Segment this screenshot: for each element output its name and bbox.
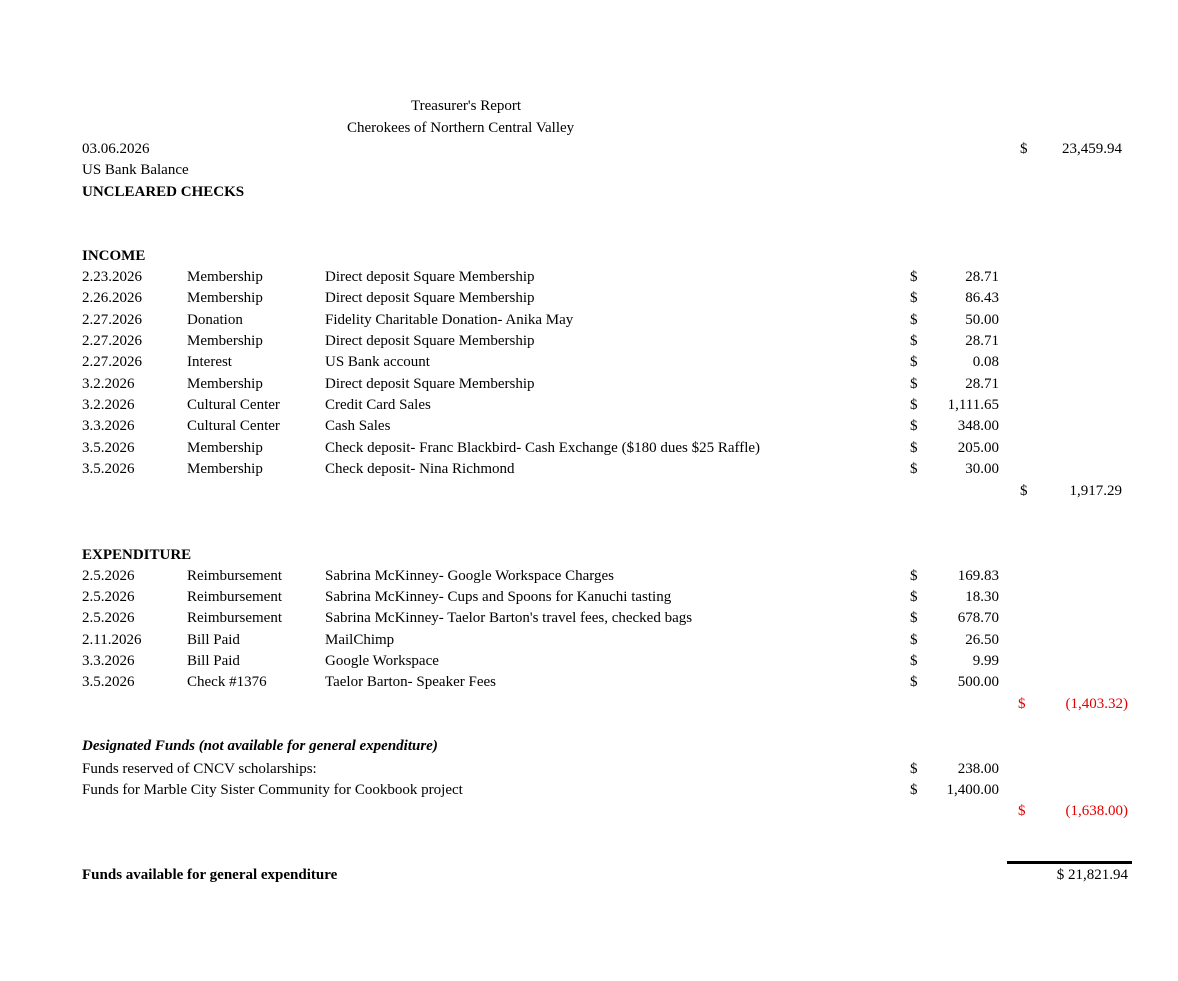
row-currency: $ xyxy=(910,354,918,370)
row-category: Bill Paid xyxy=(187,632,240,648)
report-date: 03.06.2026 xyxy=(82,141,150,157)
row-description: Check deposit- Nina Richmond xyxy=(325,461,515,477)
expenditure-total-currency: $ xyxy=(1018,696,1026,712)
row-currency: $ xyxy=(910,782,918,798)
income-heading: INCOME xyxy=(82,248,146,264)
row-description: Sabrina McKinney- Cups and Spoons for Kanuchi tasting xyxy=(325,589,672,605)
row-description: Direct deposit Square Membership xyxy=(325,376,535,392)
designated-total-currency: $ xyxy=(1018,803,1026,819)
row-currency: $ xyxy=(910,674,918,690)
row-date: 3.2.2026 xyxy=(82,397,135,413)
income-total: 1,917.29 xyxy=(1069,483,1122,499)
row-date: 2.5.2026 xyxy=(82,589,135,605)
row-amount: 9.99 xyxy=(972,653,999,669)
row-category: Donation xyxy=(187,312,243,328)
row-date: 2.27.2026 xyxy=(82,333,142,349)
row-amount: 0.08 xyxy=(972,354,999,370)
row-description: Funds reserved of CNCV scholarships: xyxy=(82,761,317,777)
row-amount: 28.71 xyxy=(965,333,999,349)
row-date: 3.3.2026 xyxy=(82,653,135,669)
row-currency: $ xyxy=(910,610,918,626)
row-currency: $ xyxy=(910,418,918,434)
row-description: Google Workspace xyxy=(325,653,439,669)
row-amount: 1,400.00 xyxy=(946,782,999,798)
row-currency: $ xyxy=(910,312,918,328)
row-currency: $ xyxy=(910,761,918,777)
row-category: Membership xyxy=(187,269,263,285)
row-date: 3.5.2026 xyxy=(82,674,135,690)
row-date: 2.27.2026 xyxy=(82,312,142,328)
row-category: Membership xyxy=(187,290,263,306)
row-date: 2.27.2026 xyxy=(82,354,142,370)
row-currency: $ xyxy=(910,632,918,648)
expenditure-total: (1,403.32) xyxy=(1065,696,1128,712)
row-description: Cash Sales xyxy=(325,418,391,434)
row-amount: 30.00 xyxy=(965,461,999,477)
row-currency: $ xyxy=(910,290,918,306)
bank-balance-label: US Bank Balance xyxy=(82,162,189,178)
row-amount: 26.50 xyxy=(965,632,999,648)
row-amount: 28.71 xyxy=(965,269,999,285)
row-date: 3.2.2026 xyxy=(82,376,135,392)
row-amount: 169.83 xyxy=(957,568,999,584)
designated-total: (1,638.00) xyxy=(1065,803,1128,819)
row-amount: 86.43 xyxy=(965,290,999,306)
income-total-currency: $ xyxy=(1020,483,1028,499)
row-date: 2.5.2026 xyxy=(82,610,135,626)
row-description: Direct deposit Square Membership xyxy=(325,290,535,306)
row-description: Sabrina McKinney- Taelor Barton's travel fees, checked bags xyxy=(325,610,693,626)
row-description: Credit Card Sales xyxy=(325,397,431,413)
row-currency: $ xyxy=(910,333,918,349)
row-date: 2.11.2026 xyxy=(82,632,142,648)
row-amount: 18.30 xyxy=(965,589,999,605)
row-currency: $ xyxy=(910,568,918,584)
uncleared-checks-heading: UNCLEARED CHECKS xyxy=(82,184,245,200)
organization-name: Cherokees of Northern Central Valley xyxy=(347,120,575,136)
row-description: MailChimp xyxy=(325,632,395,648)
row-date: 2.5.2026 xyxy=(82,568,135,584)
row-currency: $ xyxy=(910,653,918,669)
row-currency: $ xyxy=(910,269,918,285)
row-description: Sabrina McKinney- Google Workspace Charges xyxy=(325,568,614,584)
row-amount: 678.70 xyxy=(957,610,999,626)
row-amount: 500.00 xyxy=(957,674,999,690)
total-rule xyxy=(1007,861,1132,864)
row-date: 2.23.2026 xyxy=(82,269,142,285)
row-currency: $ xyxy=(910,397,918,413)
row-currency: $ xyxy=(910,376,918,392)
row-amount: 205.00 xyxy=(957,440,999,456)
row-category: Reimbursement xyxy=(187,610,282,626)
bank-balance-currency: $ xyxy=(1020,141,1028,157)
row-date: 3.5.2026 xyxy=(82,440,135,456)
row-category: Reimbursement xyxy=(187,589,282,605)
row-description: Direct deposit Square Membership xyxy=(325,269,535,285)
row-description: US Bank account xyxy=(325,354,430,370)
row-amount: 50.00 xyxy=(965,312,999,328)
row-currency: $ xyxy=(910,589,918,605)
row-category: Membership xyxy=(187,461,263,477)
row-category: Membership xyxy=(187,333,263,349)
bank-balance-amount: 23,459.94 xyxy=(1062,141,1122,157)
row-amount: 238.00 xyxy=(957,761,999,777)
row-amount: 348.00 xyxy=(957,418,999,434)
designated-funds-heading: Designated Funds (not available for general expenditure) xyxy=(82,738,438,754)
row-category: Interest xyxy=(187,354,232,370)
row-description: Check deposit- Franc Blackbird- Cash Exchange ($180 dues $25 Raffle) xyxy=(325,440,761,456)
row-amount: 28.71 xyxy=(965,376,999,392)
row-currency: $ xyxy=(910,461,918,477)
row-category: Cultural Center xyxy=(187,397,280,413)
row-category: Reimbursement xyxy=(187,568,282,584)
funds-available-label: Funds available for general expenditure xyxy=(82,867,338,883)
row-description: Taelor Barton- Speaker Fees xyxy=(325,674,496,690)
row-category: Membership xyxy=(187,440,263,456)
funds-available-amount: $ 21,821.94 xyxy=(1056,867,1128,883)
row-date: 2.26.2026 xyxy=(82,290,142,306)
row-description: Direct deposit Square Membership xyxy=(325,333,535,349)
row-category: Cultural Center xyxy=(187,418,280,434)
row-date: 3.3.2026 xyxy=(82,418,135,434)
row-date: 3.5.2026 xyxy=(82,461,135,477)
row-description: Fidelity Charitable Donation- Anika May xyxy=(325,312,574,328)
report-title: Treasurer's Report xyxy=(411,98,522,114)
row-category: Bill Paid xyxy=(187,653,240,669)
row-currency: $ xyxy=(910,440,918,456)
row-amount: 1,111.65 xyxy=(947,397,999,413)
row-category: Membership xyxy=(187,376,263,392)
expenditure-heading: EXPENDITURE xyxy=(82,547,192,563)
row-description: Funds for Marble City Sister Community for Cookbook project xyxy=(82,782,463,798)
row-category: Check #1376 xyxy=(187,674,267,690)
